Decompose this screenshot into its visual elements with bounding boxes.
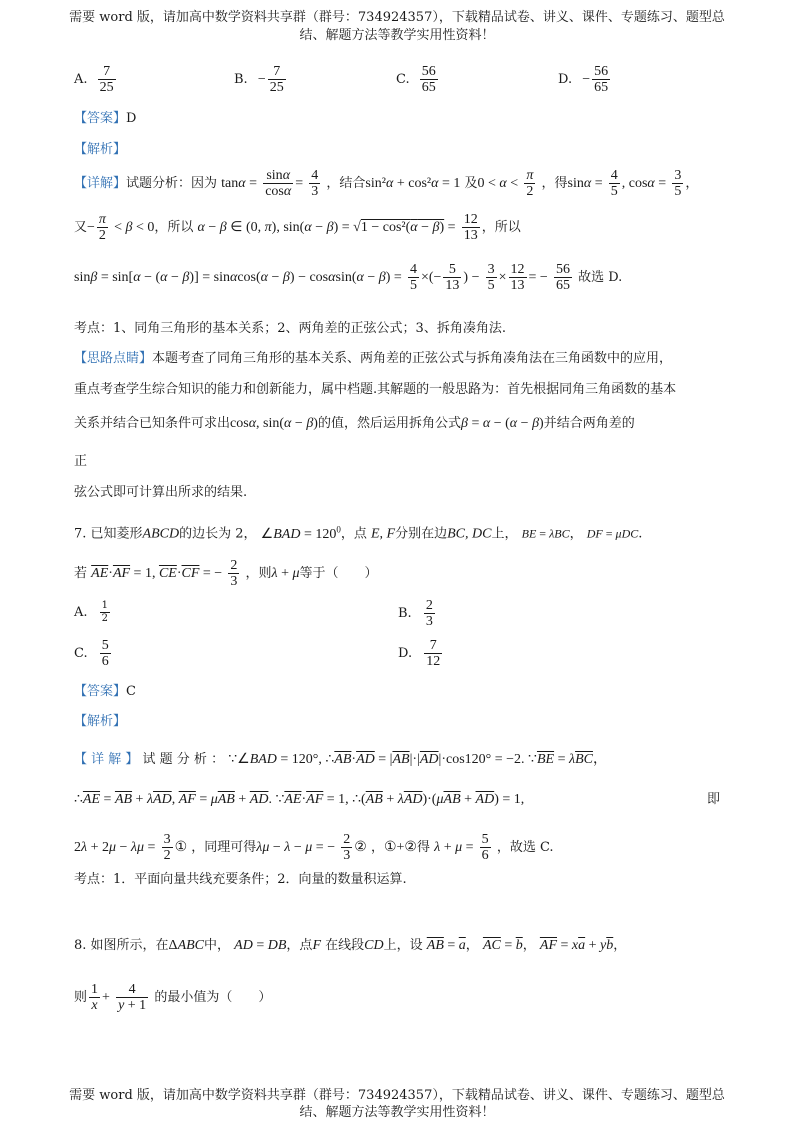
q7-option-d[interactable]: D. $\frac{7}{12}$ — [398, 638, 441, 669]
q8-stem-line1: 8. 如图所示，在ΔABC中， AD = DB，点F 在线段CD上，设 $\overline{AB} = \overline{a}$， $\overline{AC} = \overline{b}$， $\overline{AF} = x\overline{a} + y\overline{b}$， — [74, 938, 627, 953]
q6-analysis-tag: 【解析】 — [74, 142, 127, 157]
q7-option-b[interactable]: B. $\frac{2}{3}$ — [398, 598, 433, 629]
bottom-banner-line1: 需要 word 版，请加高中数学资料共享群（群号：734924357），下载精品试卷、讲义、课件、专题练习、题型总 — [69, 1088, 725, 1103]
q6-silu-line4: 正 — [74, 454, 88, 469]
q7-answer — [74, 684, 136, 700]
answer-value: D — [126, 111, 137, 126]
q6-detail-line1: 【详解】试题分析：因为 tanα = $\frac{\sin\alpha}{\cos\alpha}$ = $\frac{4}{3}$ ，结合sin²α + cos²α = 1 及0 < α < $\frac{\pi}{2}$ ，得sinα = $\frac{4}{5}$ , cosα = $\frac{3}{5}$ ， — [74, 168, 699, 199]
answer-value: C — [126, 684, 136, 699]
top-banner-line2: 结、解题方法等教学实用性资料！ — [299, 28, 495, 43]
top-banner-line1: 需要 word 版，请加高中数学资料共享群（群号：734924357），下载精品试卷、讲义、课件、专题练习、题型总 — [69, 10, 725, 25]
q6-option-c[interactable]: C. $\frac{56}{65}$ — [396, 64, 436, 95]
q6-silu-line1: 【思路点睛】本题考查了同角三角形的基本关系、两角差的正弦公式与拆角凑角法在三角函数中的应用， — [74, 351, 673, 366]
q6-option-d[interactable]: D. − $\frac{56}{65}$ — [558, 64, 609, 95]
q7-stem-line2: 若 $\overline{AE}\cdot\overline{AF} = 1$, $\overline{CE}\cdot\overline{CF}$ = − $\frac{2}{3}$ ，则λ + μ等于（ ） — [74, 558, 378, 589]
q6-silu-line5: 弦公式即可计算出所求的结果. — [74, 485, 248, 500]
q7-analysis-tag: 【解析】 — [74, 714, 127, 729]
q7-option-c[interactable]: C. $\frac{5}{6}$ — [74, 638, 109, 669]
q6-silu-line2: 重点考查学生综合知识的能力和创新能力，属中档题.其解题的一般思路为：首先根据同角三角函数的基本 — [74, 382, 677, 397]
q7-option-a[interactable]: A. $\frac{1}{2}$ — [74, 600, 109, 624]
q6-detail-line2: 又− $\frac{\pi}{2}$ < β < 0，所以 α − β ∈ (0, π), sin(α − β) = √1 − cos²(α − β) = $\frac{12}{13}$ ，所以 — [74, 212, 521, 243]
q6-answer — [74, 111, 136, 127]
q7-kaodian: 考点：1．平面向量共线充要条件；2．向量的数量积运算. — [74, 872, 407, 887]
q6-option-b[interactable]: B. − $\frac{7}{25}$ — [234, 64, 284, 95]
q7-detail-line1: 【 详 解 】 试 题 分 析 ： ∵∠BAD = 120°, $\therefore\overline{AB}\cdot\overline{AD} = |\overline{AB}|\cdot|\overline{AD}|\cdot\cos 120^\circ = -2$. $\because\overline{BE} = \lambda\overline{BC}$， — [74, 752, 607, 767]
bottom-banner-line2: 结、解题方法等教学实用性资料！ — [299, 1105, 495, 1120]
q6-detail-line3: sinβ = sin[α − (α − β)] = sinαcos(α − β) − cosαsin(α − β) = $\frac{4}{5}$ ×(− $\frac{5}{13}$ ) − $\frac{3}{5}$ × $\frac{12}{13}$ = − $\frac{56}{65}$ 故选 D. — [74, 262, 623, 293]
q7-detail-line2: $\therefore\overline{AE} = \overline{AB} + \lambda\overline{AD}$, $\overline{AF} = \mu\overline{AB} + \overline{AD}$. $\because\overline{AE}\cdot\overline{AF} = 1$, $\therefore(\overline{AB} + \lambda\overline{AD})\cdot(\mu\overline{AB} + \overline{AD}) = 1$, 即 — [74, 792, 720, 807]
q7-detail-line3: 2λ + 2μ − λμ = $\frac{3}{2}$ ① ，同理可得λμ − λ − μ = − $\frac{2}{3}$ ② ，①+②得 λ + μ = $\frac{5}{6}$ ，故选 C. — [74, 832, 554, 863]
q7-stem-line1: 7. 已知菱形ABCD的边长为 2， ∠BAD = $120^0$，点 E, F分别在边BC, DC上， BE = λBC， DF = μDC. — [74, 524, 643, 542]
answer-tag: 【答案】 — [74, 684, 127, 699]
q8-stem-line2: 则 $\frac{1}{x}$ + $\frac{4}{y + 1}$ 的最小值为（ ） — [74, 982, 272, 1013]
q6-silu-line3: 关系并结合已知条件可求出cosα, sin(α − β)的值，然后运用拆角公式β = α − (α − β)并结合两角差的 — [74, 416, 635, 431]
answer-tag: 【答案】 — [74, 111, 127, 126]
q6-option-a[interactable]: A. $\frac{7}{25}$ — [74, 64, 114, 95]
q6-kaodian: 考点：1、同角三角形的基本关系；2、两角差的正弦公式；3、拆角凑角法. — [74, 321, 506, 336]
